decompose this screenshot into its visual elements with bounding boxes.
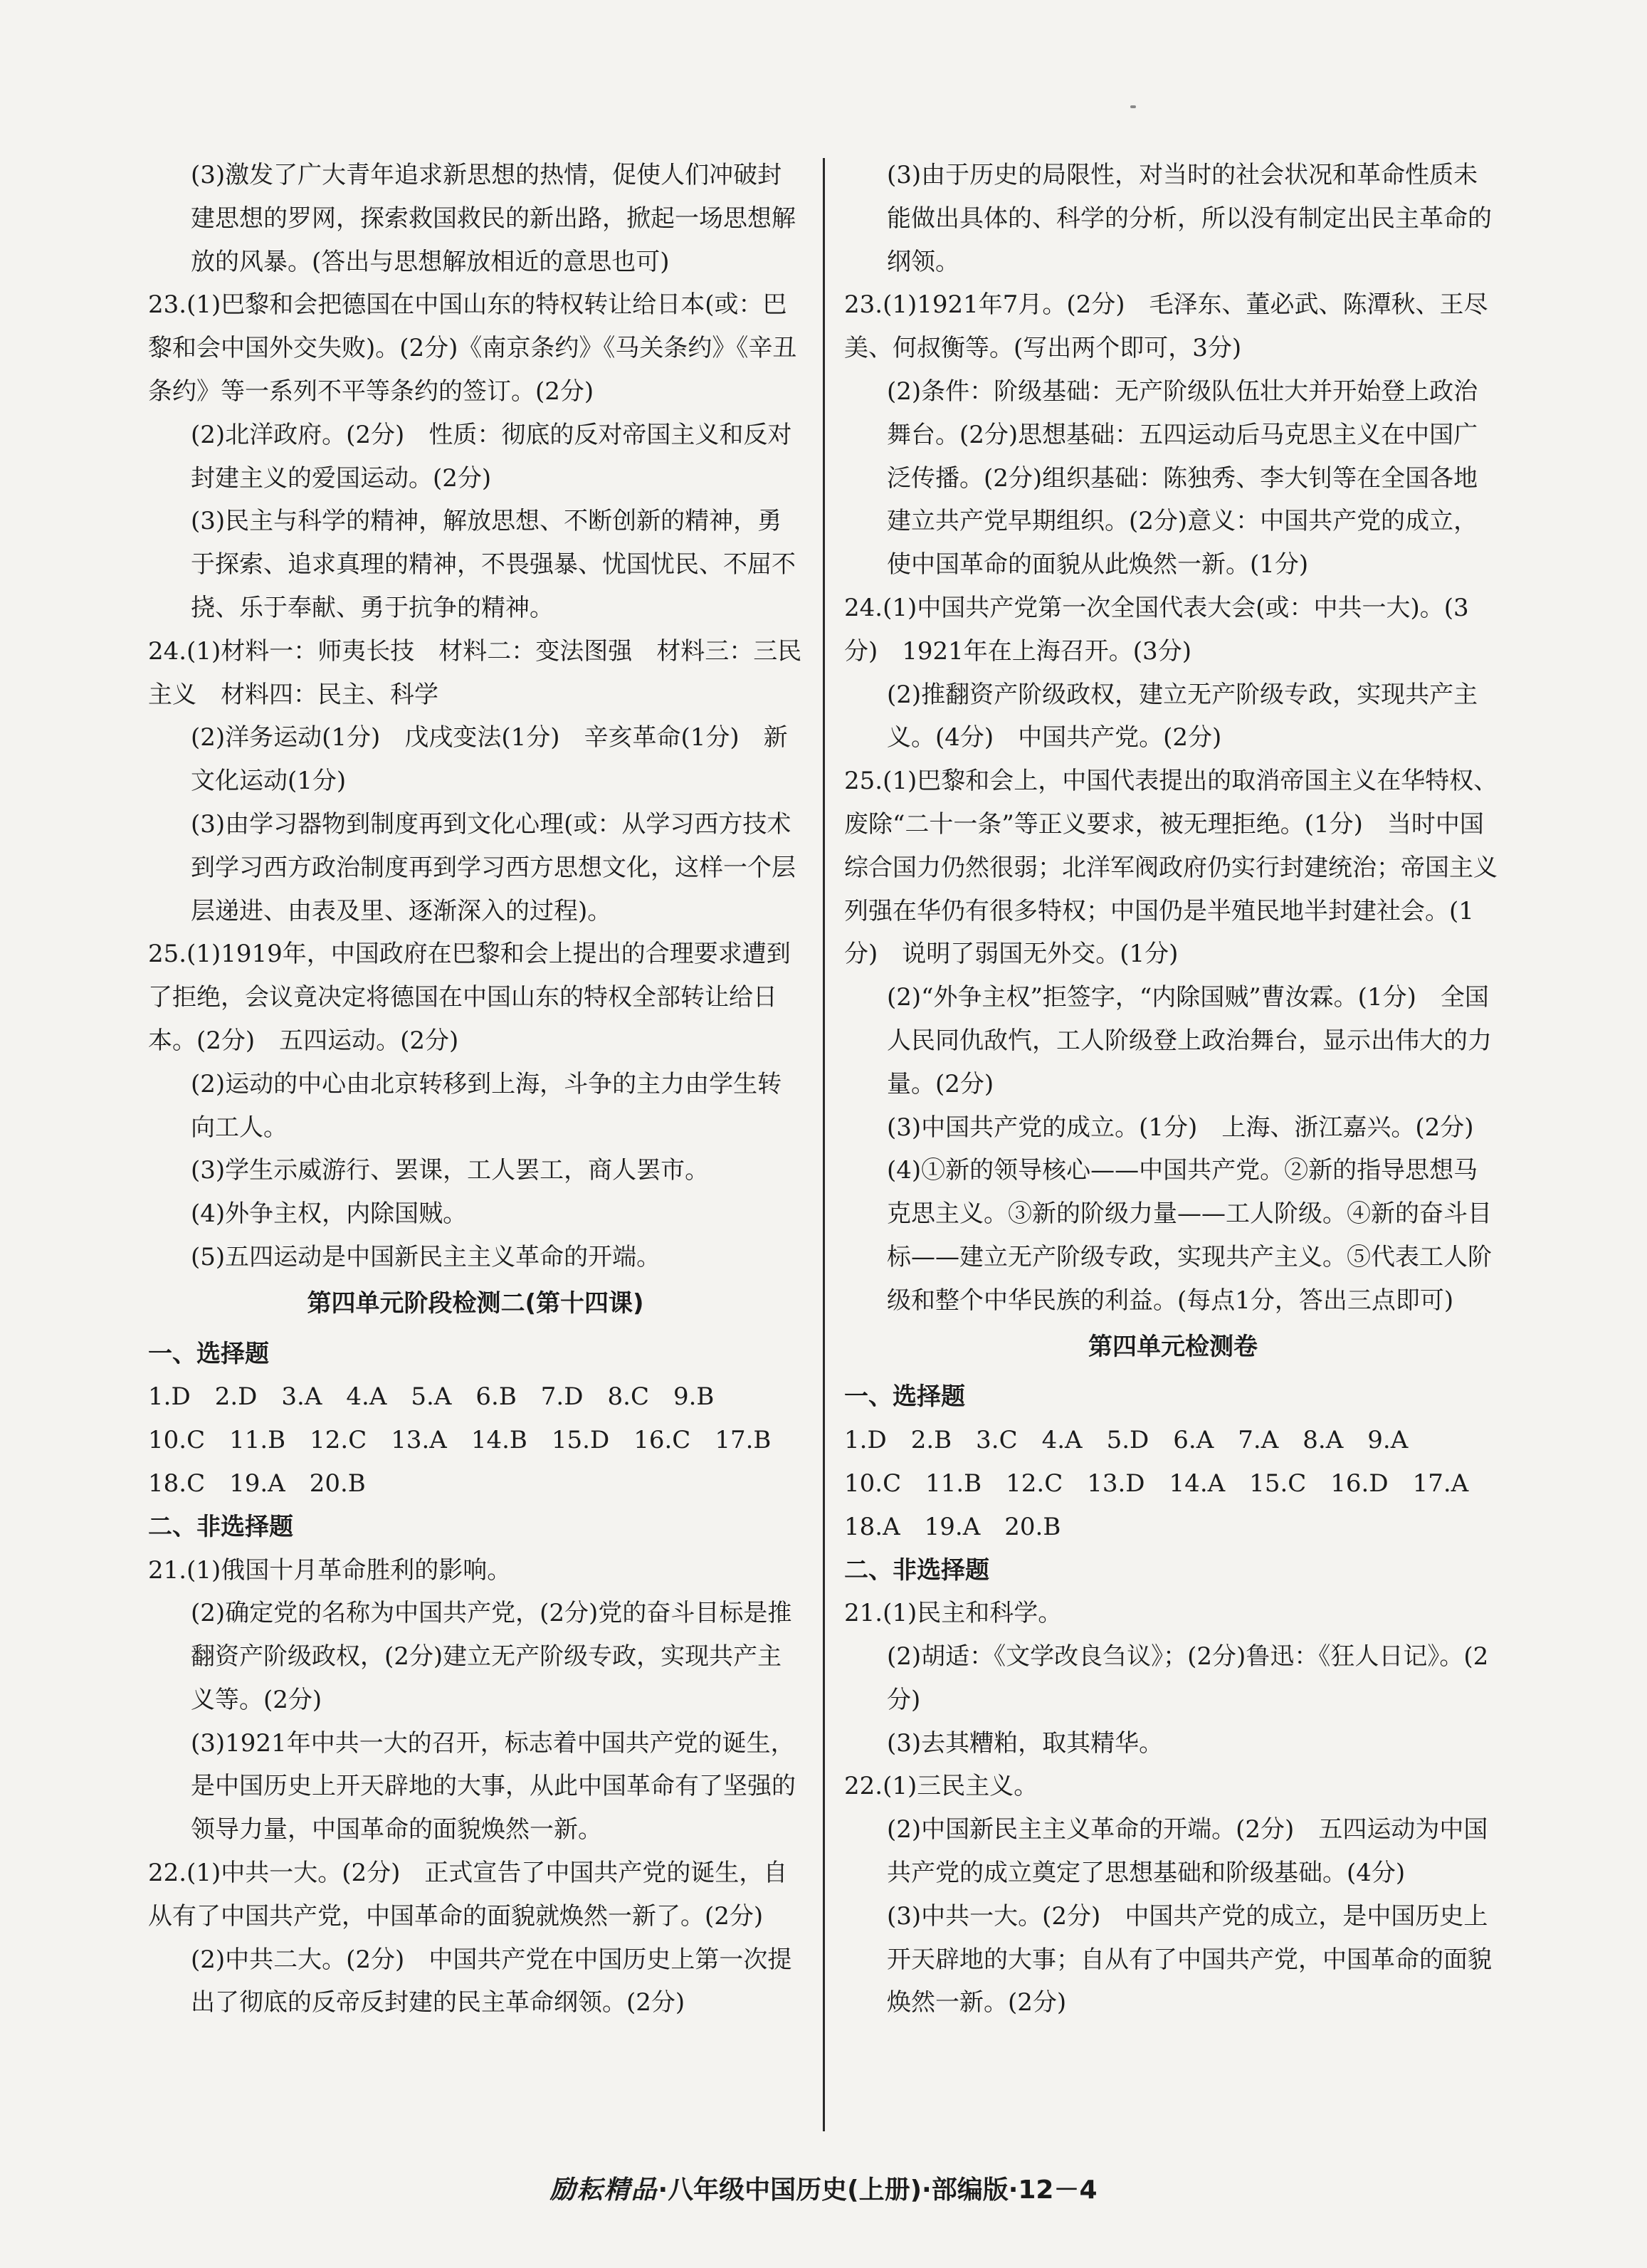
section-heading: 二、非选择题 <box>148 1512 293 1541</box>
answer-paragraph: (2)中国新民主主义革命的开端。(2分) 五四运动为中国共产党的成立奠定了思想基础和阶级基础。(4分) <box>887 1815 1488 1888</box>
answer-paragraph: (2)胡适：《文学改良刍议》；(2分)鲁迅：《狂人日记》。(2分) <box>887 1642 1489 1714</box>
scan-speck <box>1130 105 1136 108</box>
answer-paragraph: (3)去其糟粕，取其精华。 <box>887 1728 1164 1758</box>
section-heading: 一、选择题 <box>844 1382 965 1412</box>
section-heading: 一、选择题 <box>148 1339 269 1368</box>
answer-paragraph: (2)“外争主权”拒签字，“内除国贼”曹汝霖。(1分) 全国人民同仇敌忾，工人阶级登上政治舞台，显示出伟大的力量。(2分) <box>887 983 1492 1098</box>
choice-answers-row: 18.C 19.A 20.B <box>148 1469 366 1498</box>
answer-paragraph: 21.(1)俄国十月革命胜利的影响。 <box>148 1555 512 1585</box>
answer-paragraph: (2)北洋政府。(2分) 性质：彻底的反对帝国主义和反对封建主义的爱国运动。(2分) <box>191 420 792 493</box>
answer-paragraph: (2)运动的中心由北京转移到上海，斗争的主力由学生转向工人。 <box>191 1069 782 1142</box>
answer-paragraph: (3)中国共产党的成立。(1分) 上海、浙江嘉兴。(2分) <box>887 1113 1474 1142</box>
choice-answers-row: 10.C 11.B 12.C 13.A 14.B 15.D 16.C 17.B <box>148 1426 772 1455</box>
answer-paragraph: (2)洋务运动(1分) 戊戌变法(1分) 辛亥革命(1分) 新文化运动(1分) <box>191 723 788 796</box>
answer-paragraph: (2)推翻资产阶级政权，建立无产阶级专政，实现共产主义。(4分) 中国共产党。(2分) <box>887 680 1478 752</box>
answer-paragraph: 22.(1)三民主义。 <box>844 1772 1038 1801</box>
answer-paragraph: 22.(1)中共一大。(2分) 正式宣告了中国共产党的诞生，自从有了中国共产党，中国革命的面貌就焕然一新了。(2分) <box>148 1859 788 1931</box>
answer-paragraph: (3)民主与科学的精神，解放思想、不断创新的精神，勇于探索、追求真理的精神，不畏强暴、忧国忧民、不屈不挠、乐于奉献、勇于抗争的精神。 <box>191 507 796 622</box>
answer-paragraph: (3)中共一大。(2分) 中国共产党的成立，是中国历史上开天辟地的大事；自从有了中国共产党，中国革命的面貌焕然一新。(2分) <box>887 1901 1492 2017</box>
column-divider <box>823 158 825 2131</box>
answer-paragraph: 24.(1)中国共产党第一次全国代表大会(或：中共一大)。(3分) 1921年在上海召开。(3分) <box>844 593 1469 666</box>
choice-answers-row: 1.D 2.D 3.A 4.A 5.A 6.B 7.D 8.C 9.B <box>148 1382 715 1412</box>
choice-answers-row: 1.D 2.B 3.C 4.A 5.D 6.A 7.A 8.A 9.A <box>844 1426 1409 1455</box>
answer-paragraph: 21.(1)民主和科学。 <box>844 1599 1063 1628</box>
left-column <box>148 154 803 2025</box>
answer-paragraph: (4)外争主权，内除国贼。 <box>191 1199 468 1229</box>
answer-paragraph: (5)五四运动是中国新民主主义革命的开端。 <box>191 1242 661 1271</box>
answer-paragraph: (3)由于历史的局限性，对当时的社会状况和革命性质未能做出具体的、科学的分析，所以没有制定出民主革命的纲领。 <box>887 161 1492 276</box>
answer-paragraph: (4)①新的领导核心——中国共产党。②新的指导思想马克思主义。③新的阶级力量——工人阶级。④新的奋斗目标——建立无产阶级专政，实现共产主义。⑤代表工人阶级和整个中华民族的利益。(每点1分，答出三点即可) <box>887 1156 1492 1315</box>
answer-paragraph: (3)由学习器物到制度再到文化心理(或：从学习西方技术到学习西方政治制度再到学习西方思想文化，这样一个层层递进、由表及里、逐渐深入的过程)。 <box>191 809 796 925</box>
section-title: 第四单元检测卷 <box>1088 1332 1258 1361</box>
section-title: 第四单元阶段检测二(第十四课) <box>307 1288 644 1318</box>
answer-paragraph: 23.(1)1921年7月。(2分) 毛泽东、董必武、陈潭秋、王尽美、何叔衡等。(写出两个即可，3分) <box>844 290 1488 363</box>
page-footer <box>0 2170 1647 2206</box>
answer-paragraph: 25.(1)巴黎和会上，中国代表提出的取消帝国主义在华特权、废除“二十一条”等正义要求，被无理拒绝。(1分) 当时中国综合国力仍然很弱；北洋军阀政府仍实行封建统治；帝国主义列强在华仍有很多特权；中国仍是半殖民地半封建社会。(1分) 说明了弱国无外交。(1分) <box>844 767 1498 969</box>
answer-paragraph: 23.(1)巴黎和会把德国在中国山东的特权转让给日本(或：巴黎和会中国外交失败)。(2分)《南京条约》《马关条约》《辛丑条约》等一系列不平等条约的签订。(2分) <box>148 290 797 406</box>
answer-paragraph: (3)激发了广大青年追求新思想的热情，促使人们冲破封建思想的罗网，探索救国救民的新出路，掀起一场思想解放的风暴。(答出与思想解放相近的意思也可) <box>191 161 796 276</box>
choice-answers-row: 10.C 11.B 12.C 13.D 14.A 15.C 16.D 17.A <box>844 1469 1469 1498</box>
right-column <box>844 154 1502 2025</box>
footer-brand: 励耘精品 <box>549 2175 658 2205</box>
footer-info: ·八年级中国历史(上册)·部编版·12－4 <box>658 2175 1098 2205</box>
answer-paragraph: 24.(1)材料一：师夷长技 材料二：变法图强 材料三：三民主义 材料四：民主、科学 <box>148 636 802 709</box>
answer-paragraph: 25.(1)1919年，中国政府在巴黎和会上提出的合理要求遭到了拒绝，会议竟决定将德国在中国山东的特权全部转让给日本。(2分) 五四运动。(2分) <box>148 940 791 1055</box>
answer-paragraph: (2)条件：阶级基础：无产阶级队伍壮大并开始登上政治舞台。(2分)思想基础：五四运动后马克思主义在中国广泛传播。(2分)组织基础：陈独秀、李大钊等在全国各地建立共产党早期组织。(2分)意义：中国共产党的成立，使中国革命的面貌从此焕然一新。(1分) <box>887 377 1478 579</box>
answer-paragraph: (2)确定党的名称为中国共产党，(2分)党的奋斗目标是推翻资产阶级政权，(2分)建立无产阶级专政，实现共产主义等。(2分) <box>191 1599 792 1714</box>
answer-paragraph: (3)学生示威游行、罢课，工人罢工，商人罢市。 <box>191 1156 710 1185</box>
choice-answers-row: 18.A 19.A 20.B <box>844 1512 1061 1541</box>
answer-paragraph: (3)1921年中共一大的召开，标志着中国共产党的诞生，是中国历史上开天辟地的大事，从此中国革命有了坚强的领导力量，中国革命的面貌焕然一新。 <box>191 1728 796 1844</box>
section-heading: 二、非选择题 <box>844 1555 989 1585</box>
answer-paragraph: (2)中共二大。(2分) 中国共产党在中国历史上第一次提出了彻底的反帝反封建的民主革命纲领。(2分) <box>191 1945 792 2017</box>
